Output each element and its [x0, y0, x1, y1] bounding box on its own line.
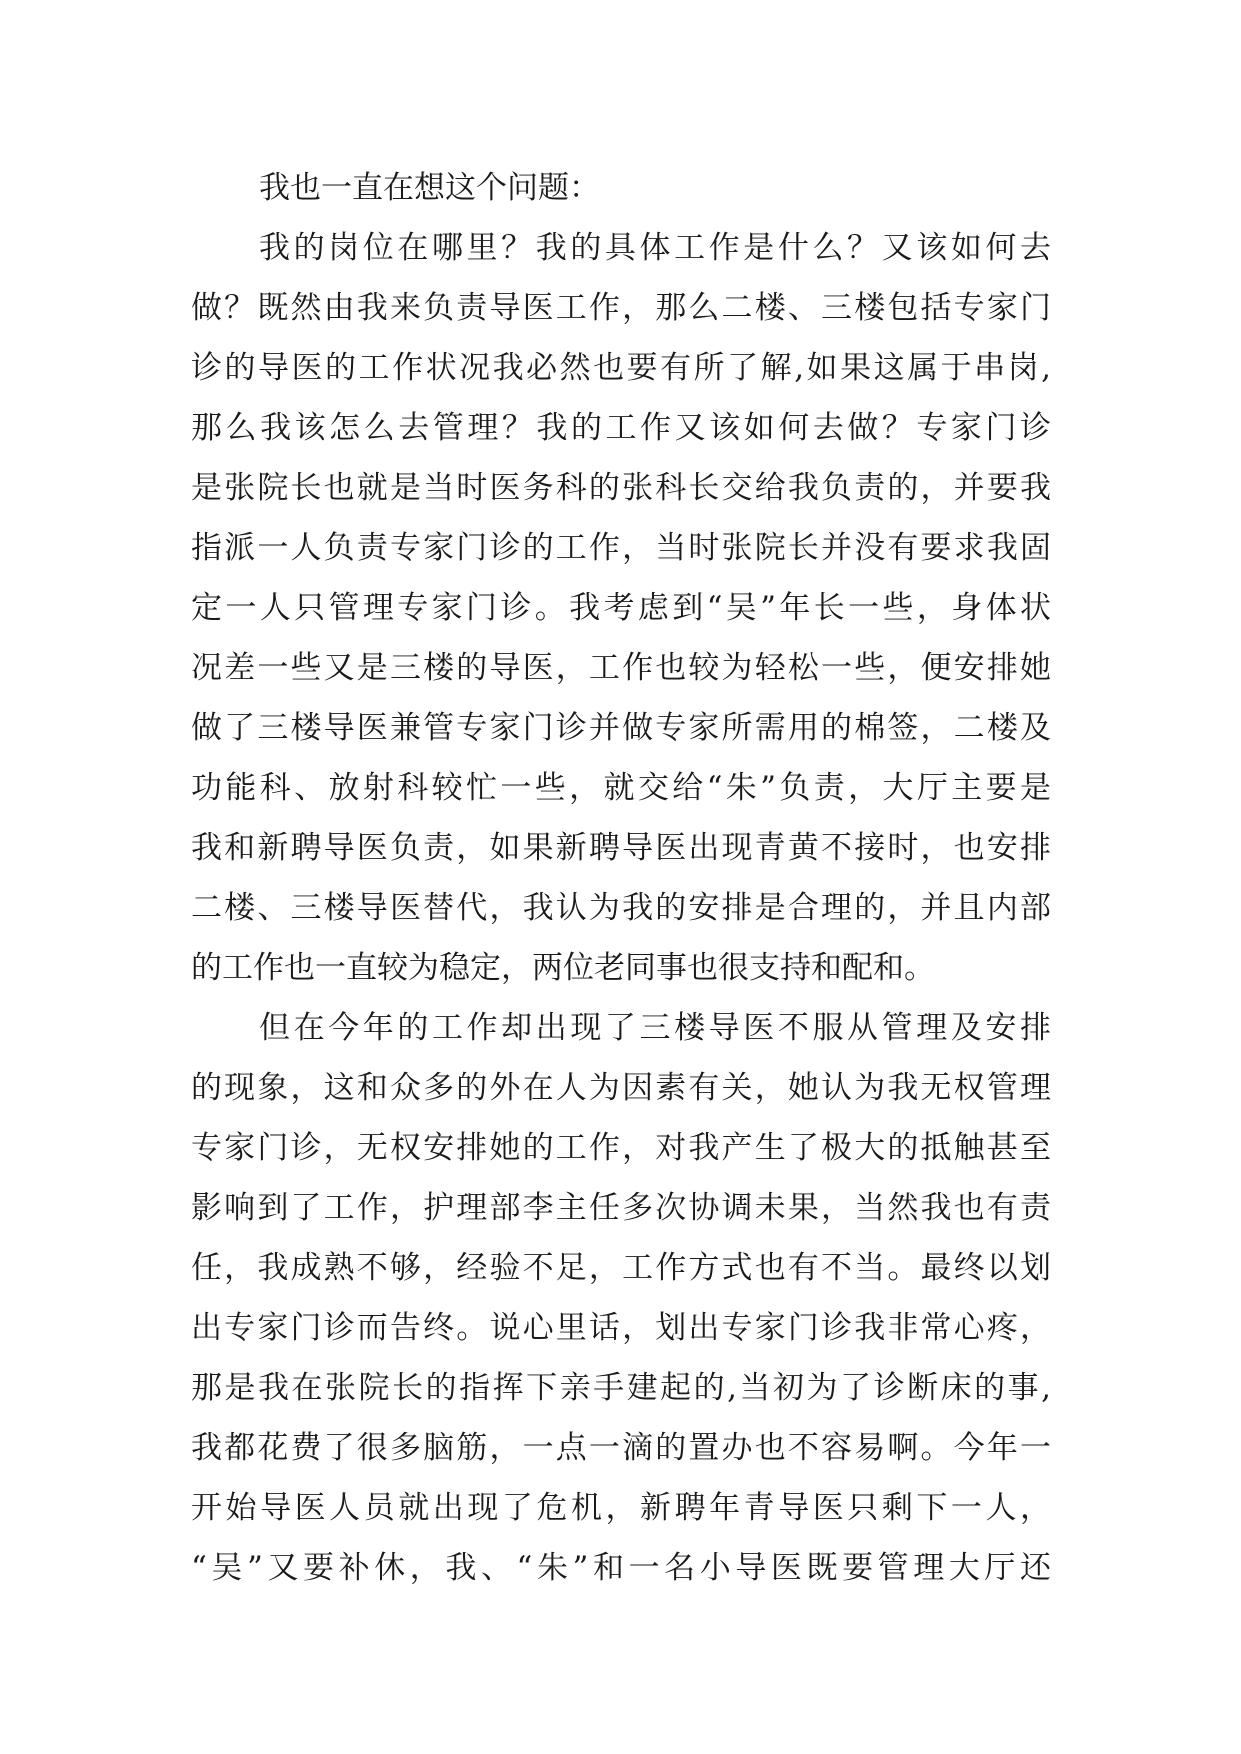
text-line: 我和新聘导医负责，如果新聘导医出现青黄不接时，也安排: [191, 830, 1051, 866]
text-line: 那是我在张院长的指挥下亲手建起的,当初为了诊断床的事,: [191, 1370, 1051, 1406]
text-line: 做？既然由我来负责导医工作，那么二楼、三楼包括专家门: [191, 290, 1051, 326]
text-line: “吴”又要补休，我、“朱”和一名小导医既要管理大厅还: [191, 1550, 1051, 1586]
text-line: 诊的导医的工作状况我必然也要有所了解,如果这属于串岗,: [191, 350, 1051, 386]
text-line: 那么我该怎么去管理？我的工作又该如何去做？专家门诊: [191, 410, 1051, 446]
text-line: 二楼、三楼导医替代，我认为我的安排是合理的，并且内部: [191, 890, 1051, 926]
text-line: 我的岗位在哪里？我的具体工作是什么？又该如何去: [259, 230, 1051, 266]
text-line: 指派一人负责专家门诊的工作，当时张院长并没有要求我固: [191, 530, 1051, 566]
text-line: 我都花费了很多脑筋，一点一滴的置办也不容易啊。今年一: [191, 1430, 1051, 1466]
text-line: 况差一些又是三楼的导医，工作也较为轻松一些，便安排她: [191, 650, 1051, 686]
text-line: 专家门诊，无权安排她的工作，对我产生了极大的抵触甚至: [191, 1130, 1051, 1166]
text-line: 是张院长也就是当时医务科的张科长交给我负责的，并要我: [191, 470, 1051, 506]
text-line: 功能科、放射科较忙一些，就交给“朱”负责，大厅主要是: [191, 770, 1051, 806]
body-text: [191, 158, 1051, 1598]
text-line: 任，我成熟不够，经验不足，工作方式也有不当。最终以划: [191, 1250, 1051, 1286]
text-line: 但在今年的工作却出现了三楼导医不服从管理及安排: [259, 1010, 1051, 1046]
text-line: 开始导医人员就出现了危机，新聘年青导医只剩下一人，: [191, 1490, 1051, 1526]
text-line: 的工作也一直较为稳定，两位老同事也很支持和配和。: [191, 950, 935, 986]
text-line: 出专家门诊而告终。说心里话，划出专家门诊我非常心疼，: [191, 1310, 1051, 1346]
text-line: 定一人只管理专家门诊。我考虑到“吴”年长一些，身体状: [191, 590, 1051, 626]
text-line: 的现象，这和众多的外在人为因素有关，她认为我无权管理: [191, 1070, 1051, 1106]
text-line: 影响到了工作，护理部李主任多次协调未果，当然我也有责: [191, 1190, 1051, 1226]
text-line: 我也一直在想这个问题：: [259, 170, 600, 206]
text-line: 做了三楼导医兼管专家门诊并做专家所需用的棉签，二楼及: [191, 710, 1051, 746]
